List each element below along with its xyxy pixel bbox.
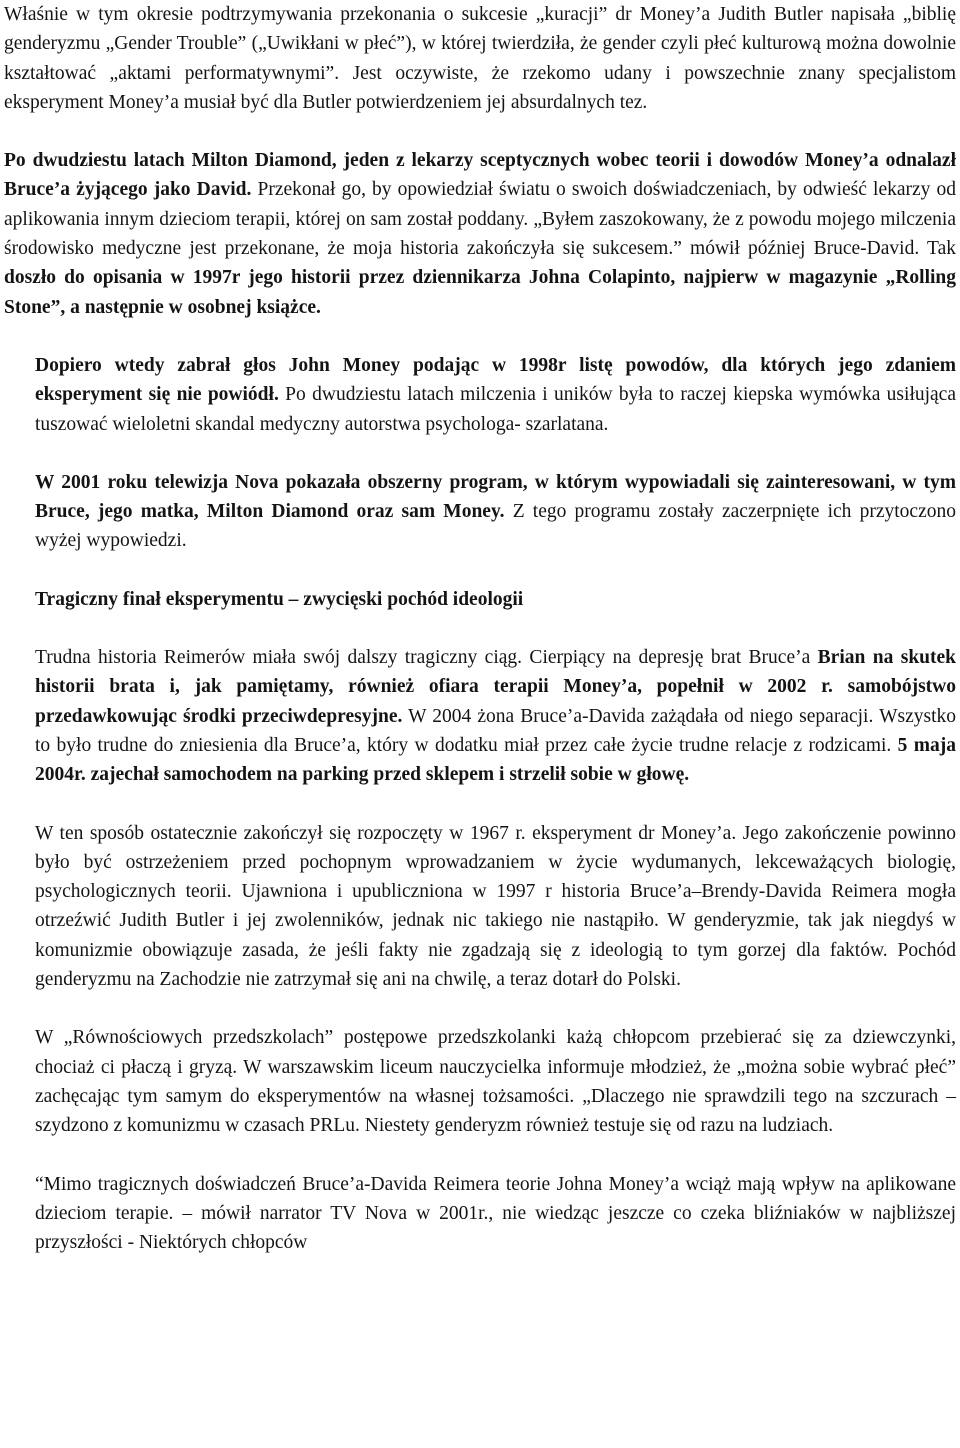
bold-text: Dopiero wtedy zabrał głos John Money podając w 1998r listę powodów, dla których jego zdaniem eksperyment się nie powiódł. <box>35 354 956 406</box>
paragraph-nova-program <box>4 468 956 556</box>
section-heading <box>4 585 956 614</box>
section-heading-text: Tragiczny finał eksperymentu – zwycięski pochód ideologii <box>35 588 524 610</box>
bold-text: 5 maja 2004r. zajechał samochodem na parking przed sklepem i strzelił sobie w głowę. <box>35 734 956 786</box>
paragraph-spacer <box>4 556 956 585</box>
paragraph-text: Przekonał go, by opowiedział światu o swoich doświadczeniach, by odwieść lekarzy od aplikowania innym dzieciom terapii, której on sam został poddany. „Byłem zaszokowany, że z powodu mojego milczenia środowisko medyczne jest przekonane, że moja historia zakończyła się sukcesem.” mówił później Bruce-David. Tak <box>4 179 957 260</box>
paragraph-spacer <box>4 790 956 819</box>
paragraph-experiment-end <box>4 819 956 995</box>
paragraph-butler-gender-trouble <box>4 0 956 117</box>
paragraph-spacer <box>4 439 956 468</box>
paragraph-text: Właśnie w tym okresie podtrzymywania przekonania o sukcesie „kuracji” dr Money’a Judith Butler napisała „biblię genderyzmu „Gender Trouble” („Uwikłani w płeć”), w której twierdziła, że gender czyli płeć kulturową można dowolnie kształtować „aktami performatywnymi”. Jest oczywiste, że rzekomo udany i powszechnie znany specjalistom eksperyment Money’a musiał być dla Butler potwierdzeniem jej absurdalnych tez. <box>4 4 956 113</box>
paragraph-spacer <box>4 994 956 1023</box>
paragraph-spacer <box>4 1141 956 1170</box>
paragraph-kindergartens <box>4 1023 956 1140</box>
bold-text: doszło do opisania w 1997r jego historii przez dziennikarza Johna Colapinto, najpierw w magazynie „Rolling Stone”, a następnie w osobnej książce. <box>4 267 956 318</box>
paragraph-milton-diamond <box>4 146 956 322</box>
paragraph-text: W „Równościowych przedszkolach” postępowe przedszkolanki każą chłopcom przebierać się za dziewczynki, chociaż ci płaczą i gryzą. W warszawskim liceum nauczycielka informuje młodzież, że „można sobie wybrać płeć” zachęcając tym samym do eksperymentów na własnej tożsamości. „Dlaczego nie sprawdzili tego na szczurach – szydzono z komunizmu w czasach PRLu. Niestety genderyzm również testuje się od razu na ludziach. <box>35 1027 956 1137</box>
paragraph-spacer <box>4 614 956 643</box>
paragraph-text: Trudna historia Reimerów miała swój dalszy tragiczny ciąg. Cierpiący na depresję brat Bruce’a <box>35 647 818 669</box>
paragraph-spacer <box>4 322 956 351</box>
paragraph-money-response <box>4 351 956 439</box>
bold-text: Po dwudziestu latach Milton Diamond, jeden z lekarzy sceptycznych wobec teorii i dowodów Money’a odnalazł Bruce’a żyjącego jako David. <box>4 150 956 201</box>
bold-text: W 2001 roku telewizja Nova pokazała obszerny program, w którym wypowiadali się zainteresowani, w tym Bruce, jego matka, Milton Diamond oraz sam Money. <box>35 471 956 523</box>
bold-text: Brian na skutek historii brata i, jak pamiętamy, również ofiara terapii Money’a, popełnił w 2002 r. samobójstwo przedawkowując środki przeciwdepresyjne. <box>35 647 957 727</box>
paragraph-text: “Mimo tragicznych doświadczeń Bruce’a-Davida Reimera teorie Johna Money’a wciąż mają wpływ na aplikowane dzieciom terapie. – mówił narrator TV Nova w 2001r., nie wiedząc jeszcze co czeka bliźniaków w najbliższej przyszłości - Niektórych chłopców <box>35 1173 956 1254</box>
paragraph-text: Z tego programu zostały zaczerpnięte ich przytoczono wyżej wypowiedzi. <box>35 501 956 552</box>
paragraph-reimer-tragedy <box>4 643 956 789</box>
paragraph-text: Po dwudziestu latach milczenia i uników była to raczej kiepska wymówka usiłująca tuszować wieloletni skandal medyczny autorstwa psychologa- szarlatana. <box>35 384 956 435</box>
paragraph-narrator-quote <box>4 1170 956 1258</box>
paragraph-text: W 2004 żona Bruce’a-Davida zażądała od niego separacji. Wszystko to było trudne do zniesienia dla Bruce’a, który w dodatku miał przez całe życie trudne relacje z rodzicami. <box>35 705 956 756</box>
paragraph-text: W ten sposób ostatecznie zakończył się rozpoczęty w 1967 r. eksperyment dr Money’a. Jego zakończenie powinno było być ostrzeżeniem przed pochopnym wprowadzaniem w życie wydumanych, lekceważących biologię, psychologicznych teorii. Ujawniona i upubliczniona w 1997 r historia Bruce’a–Brendy-Davida Reimera mogła otrzeźwić Judith Butler i jej zwolenników, jednak nic takiego nie nastąpiło. W genderyzmie, tak jak niegdyś w komunizmie obowiązuje zasada, że jeśli fakty nie zgadzają się z ideologią to tym gorzej dla faktów. Pochód genderyzmu na Zachodzie nie zatrzymał się ani na chwilę, a teraz dotarł do Polski. <box>35 822 956 991</box>
paragraph-spacer <box>4 117 956 146</box>
